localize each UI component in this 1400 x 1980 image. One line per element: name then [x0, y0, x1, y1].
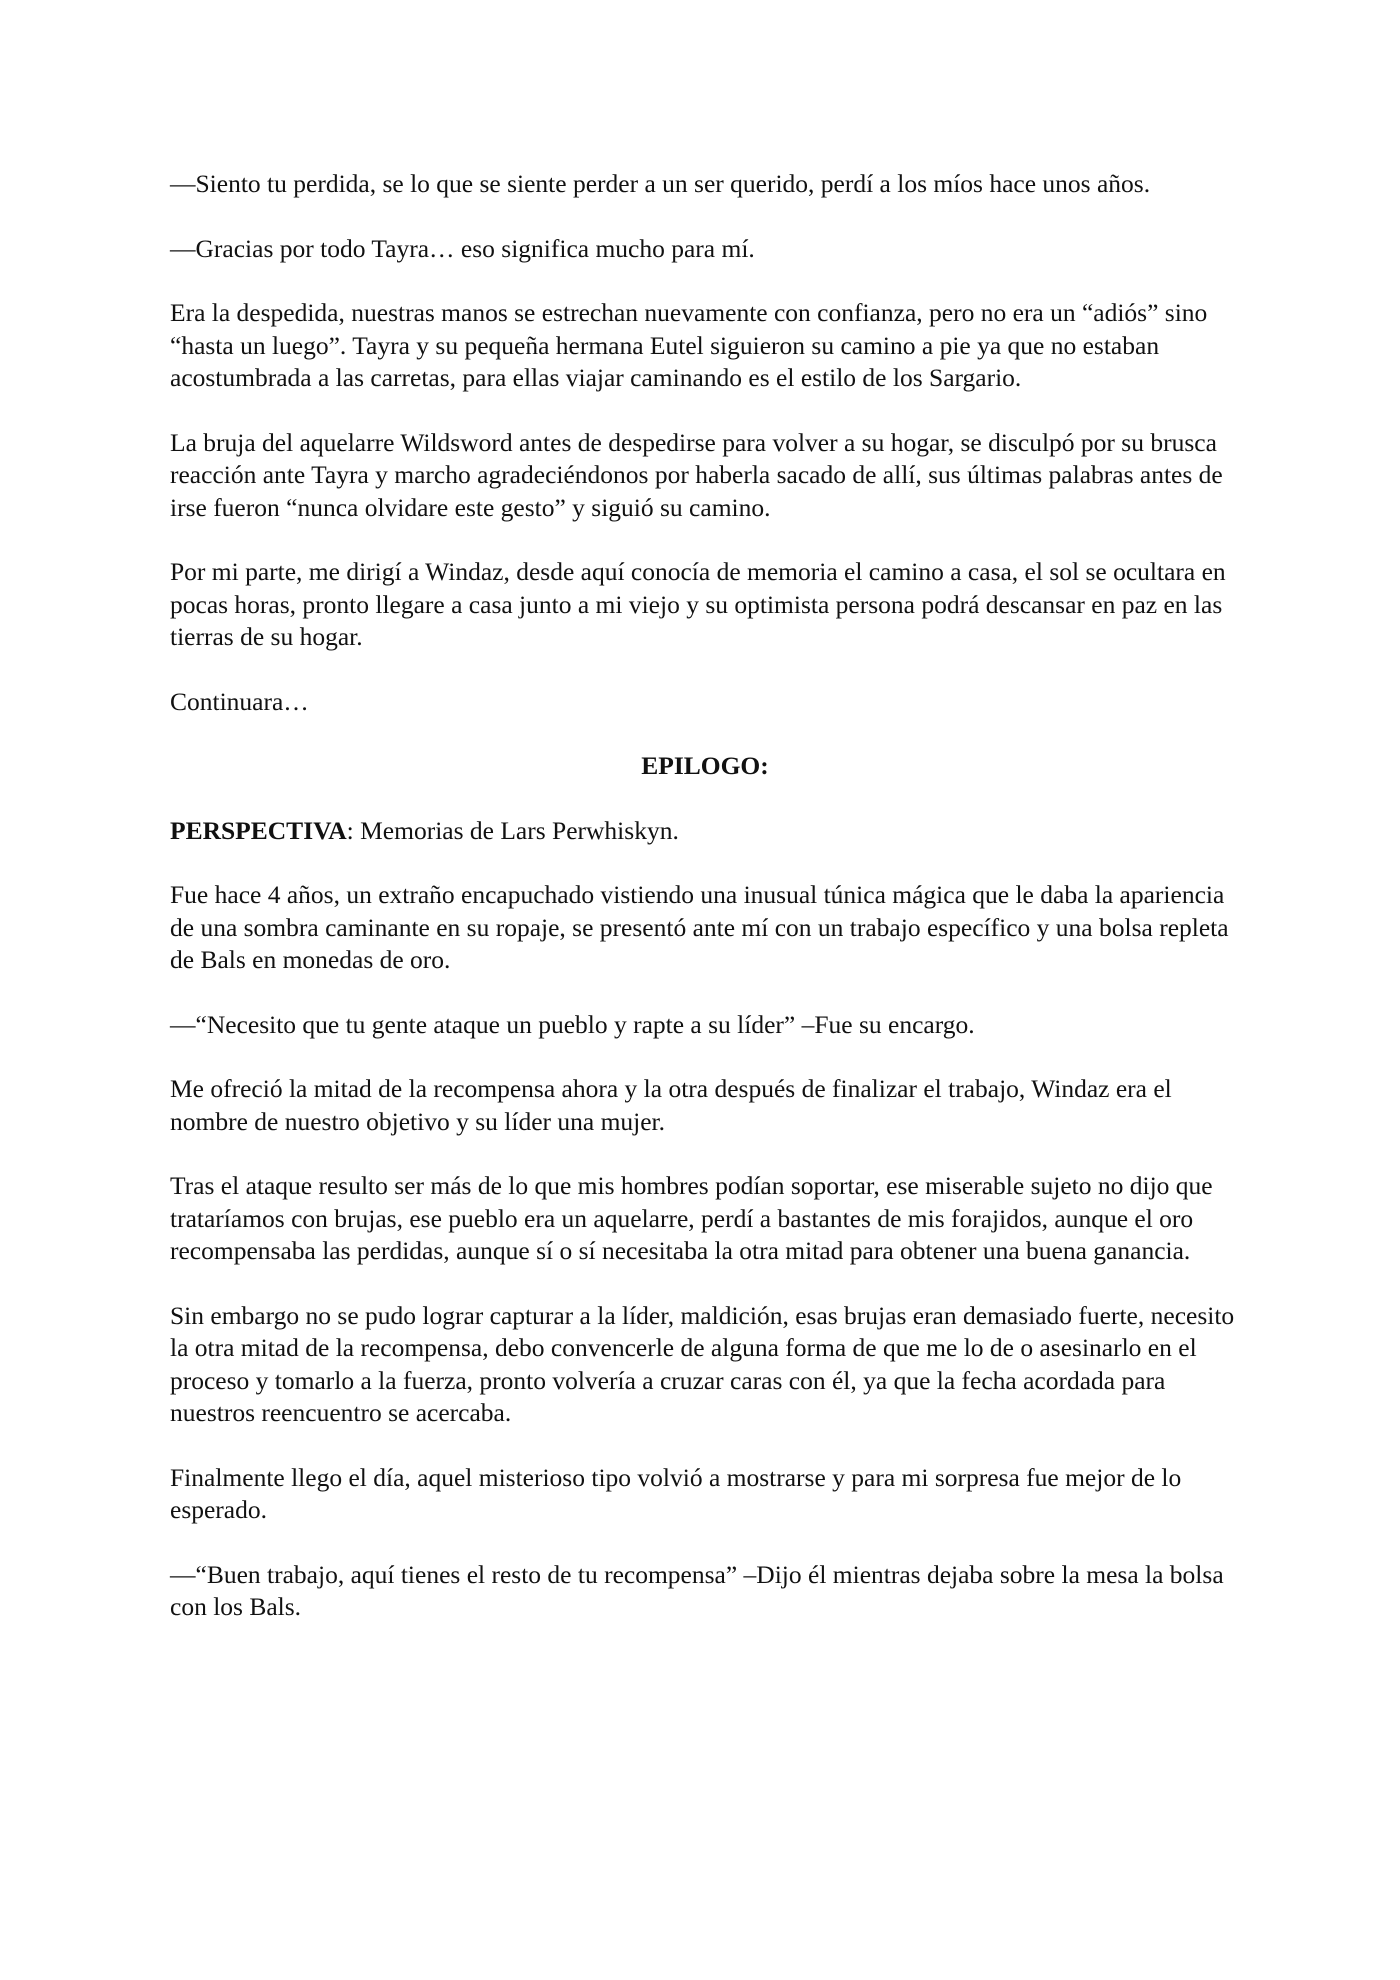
paragraph-day-arrives: Finalmente llego el día, aquel misterioso tipo volvió a mostrarse y para mi sorpresa fue mejor de lo esperado. — [170, 1462, 1182, 1524]
paragraph-continuara: Continuara… — [170, 686, 309, 716]
perspective-line — [170, 815, 1240, 848]
paragraph-condolence: —Siento tu perdida, se lo que se siente perder a un ser querido, perdí a los míos hace unos años. — [170, 169, 1151, 198]
paragraph-payment: —“Buen trabajo, aquí tienes el resto de tu recompensa” –Dijo él mientras dejaba sobre la mesa la bolsa con los Bals. — [170, 1559, 1224, 1621]
perspective-label: PERSPECTIVA — [170, 815, 347, 845]
paragraph-hooded-stranger: Fue hace 4 años, un extraño encapuchado vistiendo una inusual túnica mágica que le daba la apariencia de una sombra caminante en su ropaje, se presentó ante mí con un trabajo específico y una bolsa repleta de Bals en monedas de oro. — [170, 880, 1229, 974]
perspective-text: : Memorias de Lars Perwhiskyn. — [346, 815, 679, 845]
paragraph-request: —“Necesito que tu gente ataque un pueblo y rapte a su líder” –Fue su encargo. — [170, 1009, 975, 1039]
paragraph-attack: Tras el ataque resulto ser más de lo que mis hombres podían soportar, ese miserable sujeto no dijo que trataríamos con brujas, ese pueblo era un aquelarre, perdí a bastantes de mis forajidos, aunque el oro recompensaba las perdidas, aunque sí o sí necesitaba la otra mitad para obtener una buena ganancia. — [170, 1171, 1213, 1265]
paragraph-offer: Me ofreció la mitad de la recompensa ahora y la otra después de finalizar el trabajo, Windaz era el nombre de nuestro objetivo y su líder una mujer. — [170, 1074, 1172, 1136]
paragraph-failure: Sin embargo no se pudo lograr capturar a la líder, maldición, esas brujas eran demasiado fuerte, necesito la otra mitad de la recompensa, debo convencerle de alguna forma de que me lo de o asesinarlo en el proceso y tomarlo a la fuerza, pronto volvería a cruzar caras con él, ya que la fecha acordada para nuestros reencuentro se acercaba. — [170, 1300, 1235, 1427]
paragraph-farewell: Era la despedida, nuestras manos se estrechan nuevamente con confianza, pero no era un “adiós” sino “hasta un luego”. Tayra y su pequeña hermana Eutel siguieron su camino a pie ya que no estaban acostumbrada a las carretas, para ellas viajar caminando es el estilo de los Sargario. — [170, 298, 1208, 392]
paragraph-witch: La bruja del aquelarre Wildsword antes de despedirse para volver a su hogar, se disculpó por su brusca reacción ante Tayra y marcho agradeciéndonos por haberla sacado de allí, sus últimas palabras antes de irse fueron “nunca olvidare este gesto” y siguió su camino. — [170, 427, 1223, 522]
document-body — [170, 168, 1240, 1656]
epilogue-heading: EPILOGO: — [641, 751, 769, 780]
paragraph-thanks: —Gracias por todo Tayra… eso significa mucho para mí. — [170, 233, 755, 263]
paragraph-windaz: Por mi parte, me dirigí a Windaz, desde aquí conocía de memoria el camino a casa, el sol se ocultara en pocas horas, pronto llegare a casa junto a mi viejo y su optimista persona podrá descansar en paz en las tierras de su hogar. — [170, 557, 1226, 651]
